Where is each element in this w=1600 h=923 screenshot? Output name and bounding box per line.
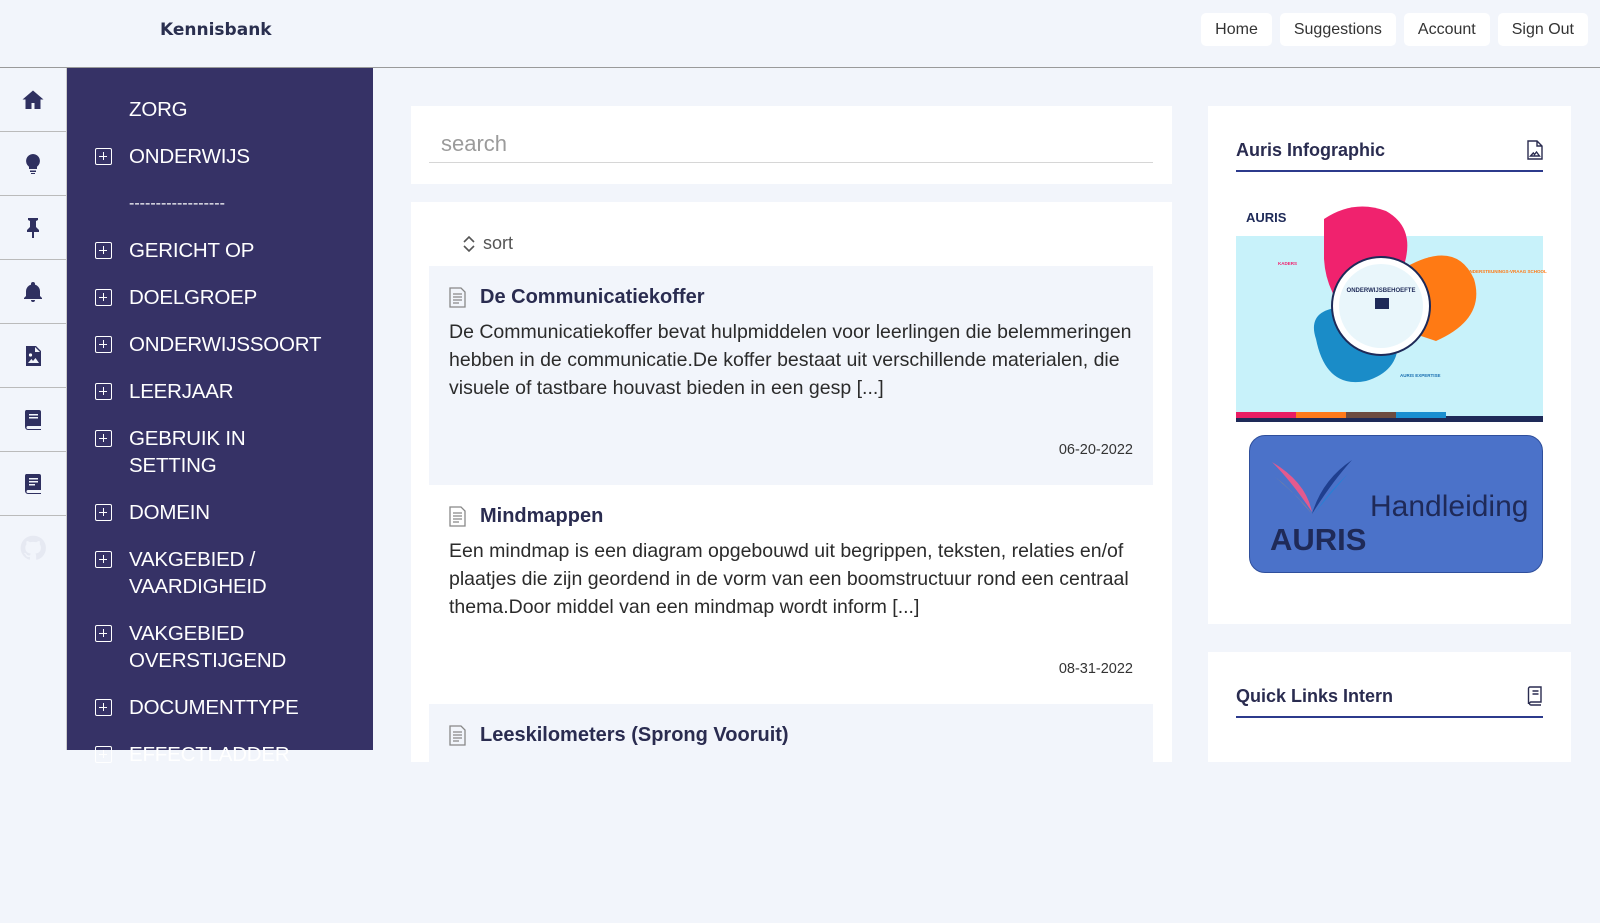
handleiding-label: Handleiding [1370, 490, 1529, 523]
expand-plus-icon[interactable] [95, 504, 112, 521]
category-item[interactable] [67, 694, 373, 721]
result-title[interactable]: Mindmappen [480, 505, 604, 527]
nav-sign-out-button[interactable]: Sign Out [1498, 13, 1588, 46]
category-label: ------------------ [129, 195, 225, 212]
document-icon [449, 506, 466, 527]
category-item[interactable] [67, 96, 373, 123]
category-item[interactable] [67, 620, 373, 674]
category-item[interactable] [67, 331, 373, 358]
file-image-icon[interactable] [1527, 140, 1543, 160]
expand-plus-icon[interactable] [95, 383, 112, 400]
category-label: ONDERWIJSSOORT [129, 333, 322, 356]
home-icon [21, 88, 45, 112]
rail-suggestions[interactable] [0, 132, 66, 196]
result-card[interactable] [429, 266, 1153, 485]
category-item[interactable] [67, 499, 373, 526]
rail-github[interactable] [0, 516, 66, 580]
result-title[interactable]: Leeskilometers (Sprong Vooruit) [480, 724, 789, 746]
category-item[interactable] [67, 237, 373, 264]
infographic-right-label: ONDERSTEUNINGS-VRAAG SCHOOL [1466, 269, 1547, 274]
category-item[interactable] [67, 741, 373, 768]
rail-notifications[interactable] [0, 260, 66, 324]
nav-home-button[interactable]: Home [1201, 13, 1272, 46]
result-title[interactable]: De Communicatiekoffer [480, 286, 705, 308]
search-input[interactable] [429, 125, 1153, 163]
infographic-left-label: KADERS [1278, 261, 1298, 266]
expand-plus-icon[interactable] [95, 430, 112, 447]
result-card[interactable] [429, 704, 1153, 923]
handleiding-logo-text: AURIS [1270, 522, 1367, 557]
bell-icon [21, 280, 45, 304]
infographic-header [1236, 140, 1543, 172]
category-label: VAKGEBIED / VAARDIGHEID [129, 548, 267, 598]
expand-plus-icon[interactable] [95, 699, 112, 716]
book-icon [21, 408, 45, 432]
book-stack-icon [21, 472, 45, 496]
category-item[interactable] [67, 143, 373, 170]
category-label: GEBRUIK IN SETTING [129, 427, 246, 477]
quick-links-card [1208, 652, 1571, 762]
sort-label: sort [483, 233, 514, 253]
expand-plus-icon[interactable] [95, 746, 112, 763]
sort-button[interactable] [461, 233, 513, 254]
top-nav [1201, 13, 1588, 46]
brand-title[interactable]: Kennisbank [160, 20, 272, 40]
results-card [411, 202, 1172, 762]
infographic-title: Auris Infographic [1236, 140, 1386, 160]
category-label: DOMEIN [129, 501, 210, 524]
infographic-bottom-label: AURIS EXPERTISE [1400, 373, 1441, 378]
search-card [411, 106, 1172, 184]
expand-plus-icon[interactable] [95, 289, 112, 306]
quick-links-title: Quick Links Intern [1236, 686, 1394, 706]
nav-account-button[interactable]: Account [1404, 13, 1490, 46]
infographic-logo: AURIS [1246, 210, 1287, 225]
github-icon [19, 534, 47, 562]
category-label: GERICHT OP [129, 239, 255, 262]
expand-plus-icon[interactable] [95, 242, 112, 259]
result-description: Een mindmap is een diagram opgebouwd uit begrippen, teksten, relaties en/of plaatjes die zijn geordend in de vorm van een boomstructuur rond een centraal thema.Door middel van een mindmap wordt inform [...] [449, 540, 1129, 618]
category-item[interactable] [67, 190, 373, 217]
category-label: DOCUMENTTYPE [129, 696, 299, 719]
document-icon [449, 725, 466, 746]
lightbulb-icon [21, 152, 45, 176]
rail-documents[interactable] [0, 452, 66, 516]
category-label: LEERJAAR [129, 380, 234, 403]
result-card[interactable] [429, 485, 1153, 704]
category-label: VAKGEBIED OVERSTIJGEND [129, 622, 287, 672]
category-item[interactable] [67, 284, 373, 311]
expand-plus-icon[interactable] [95, 551, 112, 568]
auris-logo-icon [1270, 452, 1354, 524]
infographic-card [1208, 106, 1571, 624]
pin-icon [21, 216, 45, 240]
quick-links-header [1236, 686, 1543, 718]
expand-plus-icon[interactable] [95, 336, 112, 353]
category-label: ONDERWIJS [129, 145, 250, 168]
result-date: 06-20-2022 [1058, 442, 1133, 458]
category-item[interactable] [67, 546, 373, 600]
infographic-image[interactable] [1236, 199, 1547, 422]
category-label: ZORG [129, 98, 188, 121]
category-item[interactable] [67, 378, 373, 405]
category-sidebar [67, 68, 373, 766]
expand-plus-icon[interactable] [95, 625, 112, 642]
top-bar [0, 0, 1600, 68]
handleiding-button[interactable] [1249, 435, 1543, 573]
category-label: EFFECTLADDER [129, 743, 290, 766]
expand-plus-icon[interactable] [95, 148, 112, 165]
result-date: 08-31-2022 [1058, 661, 1133, 677]
nav-suggestions-button[interactable]: Suggestions [1280, 13, 1396, 46]
rail-home[interactable] [0, 68, 66, 132]
category-item[interactable] [67, 425, 373, 479]
category-label: DOELGROEP [129, 286, 258, 309]
result-description: De Communicatiekoffer bevat hulpmiddelen voor leerlingen die belemmeringen hebben in de communicatie.De koffer bestaat uit verschillende materialen, die visuele of tastbare houvast bieden in een gesp [...] [449, 321, 1132, 399]
icon-rail [0, 68, 67, 750]
image-file-icon [21, 344, 45, 368]
rail-pinned[interactable] [0, 196, 66, 260]
infographic-center-label: ONDERWIJSBEHOEFTE [1346, 288, 1416, 294]
rail-library[interactable] [0, 388, 66, 452]
rail-media[interactable] [0, 324, 66, 388]
sort-icon [461, 235, 477, 253]
book-icon[interactable] [1527, 686, 1543, 706]
document-icon [449, 287, 466, 308]
